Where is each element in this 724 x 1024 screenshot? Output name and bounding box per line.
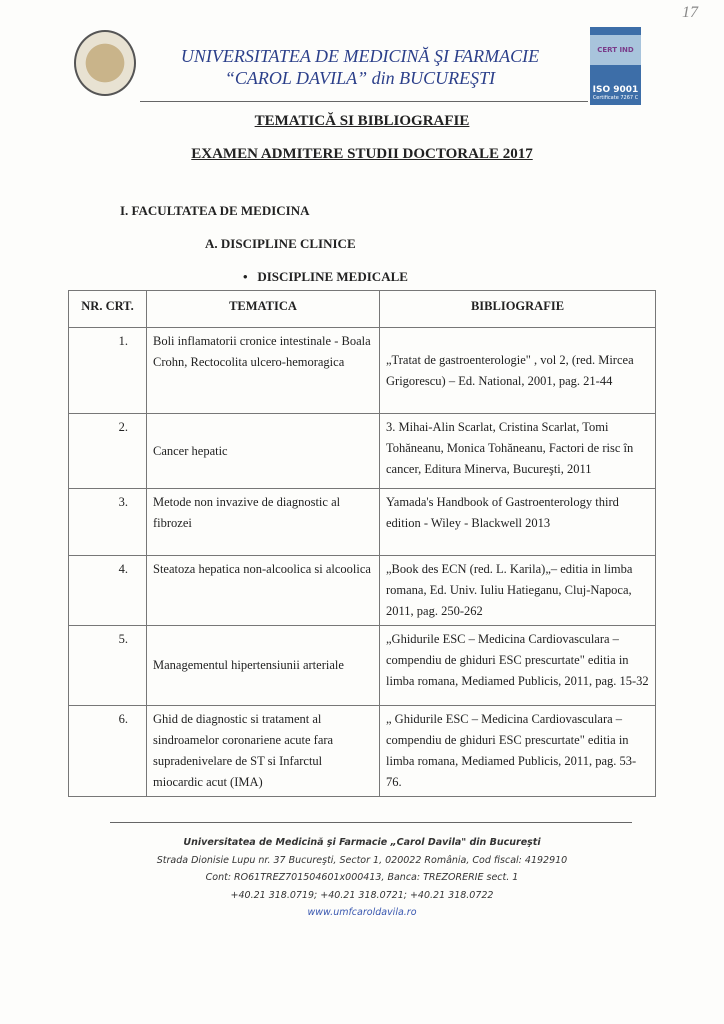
- table-row: [69, 414, 656, 489]
- row-tematica: Managementul hipertensiunii arteriale: [147, 626, 380, 706]
- row-number: 6.: [69, 706, 147, 797]
- row-bibliografie: „Ghidurile ESC – Medicina Cardiovasculara – compendiu de ghiduri ESC prescurtate" editia in limba romana, Mediamed Publicis, 2011, pag. 15-32: [380, 626, 656, 706]
- table-row: [69, 489, 656, 556]
- table-header-row: [69, 291, 656, 328]
- row-bibliografie: 3. Mihai-Alin Scarlat, Cristina Scarlat, Tomi Tohăneanu, Monica Tohăneanu, Factori de risc în cancer, Editura Minerva, Bucureşti, 2011: [380, 414, 656, 489]
- table-row: [69, 556, 656, 626]
- university-name-line1: UNIVERSITATEA DE MEDICINĂ ŞI FARMACIE: [180, 46, 540, 66]
- footer-website-link[interactable]: www.umfcaroldavila.ro: [307, 907, 417, 918]
- row-tematica: Metode non invazive de diagnostic al fibrozei: [147, 489, 380, 556]
- header-nr: NR. CRT.: [69, 291, 147, 328]
- page-mark: 17: [682, 4, 698, 21]
- document-subtitle: EXAMEN ADMITERE STUDII DOCTORALE 2017: [191, 146, 533, 162]
- header-tematica: TEMATICA: [147, 291, 380, 328]
- row-number: 2.: [69, 414, 147, 489]
- footer: [0, 834, 724, 922]
- row-number: 5.: [69, 626, 147, 706]
- iso-certification-logo: [590, 27, 641, 105]
- row-tematica: Boli inflamatorii cronice intestinale - Boala Crohn, Rectocolita ulcero-hemoragica: [147, 328, 380, 414]
- row-number: 1.: [69, 328, 147, 414]
- bullet-text: DISCIPLINE MEDICALE: [257, 269, 408, 284]
- row-tematica: Cancer hepatic: [147, 414, 380, 489]
- row-tematica: Ghid de diagnostic si tratament al sindroamelor coronariene acute fara supradenivelare de ST si Infarctul miocardic acut (IMA): [147, 706, 380, 797]
- row-bibliografie: „Tratat de gastroenterologie" , vol 2, (red. Mircea Grigorescu) – Ed. National, 2001, pag. 21-44: [380, 328, 656, 414]
- subsection-heading: A. DISCIPLINE CLINICE: [205, 236, 356, 251]
- document-title: TEMATICĂ SI BIBLIOGRAFIE: [254, 113, 470, 129]
- row-number: 4.: [69, 556, 147, 626]
- university-seal-logo: [74, 30, 136, 96]
- row-bibliografie: „ Ghidurile ESC – Medicina Cardiovasculara – compendiu de ghiduri ESC prescurtate" editia in limba romana, Mediamed Publicis, 2011, pag. 53-76.: [380, 706, 656, 797]
- table-row: [69, 626, 656, 706]
- section-heading: I. FACULTATEA DE MEDICINA: [120, 203, 310, 218]
- iso-brand: CERT IND: [590, 35, 641, 65]
- header-bibliografie: BIBLIOGRAFIE: [380, 291, 656, 328]
- bullet-icon: •: [243, 269, 258, 284]
- row-bibliografie: „Book des ECN (red. L. Karila)„– editia in limba romana, Ed. Univ. Iuliu Hatieganu, Cluj-Napoca, 2011, pag. 250-262: [380, 556, 656, 626]
- row-bibliografie: Yamada's Handbook of Gastroenterology third edition - Wiley - Blackwell 2013: [380, 489, 656, 556]
- footer-phones: +40.21 318.0719; +40.21 318.0721; +40.21 318.0722: [230, 889, 494, 901]
- header-divider: [140, 101, 588, 102]
- footer-divider: [110, 822, 632, 823]
- iso-cert: Certificate 7267 C: [592, 95, 639, 101]
- footer-address: Strada Dionisie Lupu nr. 37 Bucureşti, Sector 1, 020022 România, Cod fiscal: 4192910: [156, 854, 568, 866]
- table-row: [69, 706, 656, 797]
- footer-institution: Universitatea de Medicină şi Farmacie „Carol Davila" din Bucureşti: [183, 837, 541, 848]
- bullet-heading: [243, 269, 408, 285]
- university-name-line2: “CAROL DAVILA” din BUCUREŞTI: [224, 68, 496, 88]
- row-number: 3.: [69, 489, 147, 556]
- row-tematica: Steatoza hepatica non-alcoolica si alcoolica: [147, 556, 380, 626]
- iso-label: ISO 9001: [592, 85, 639, 95]
- footer-account: Cont: RO61TREZ701504601x000413, Banca: TREZORERIE sect. 1: [205, 872, 519, 883]
- table-row: [69, 328, 656, 414]
- topics-table: [68, 290, 656, 797]
